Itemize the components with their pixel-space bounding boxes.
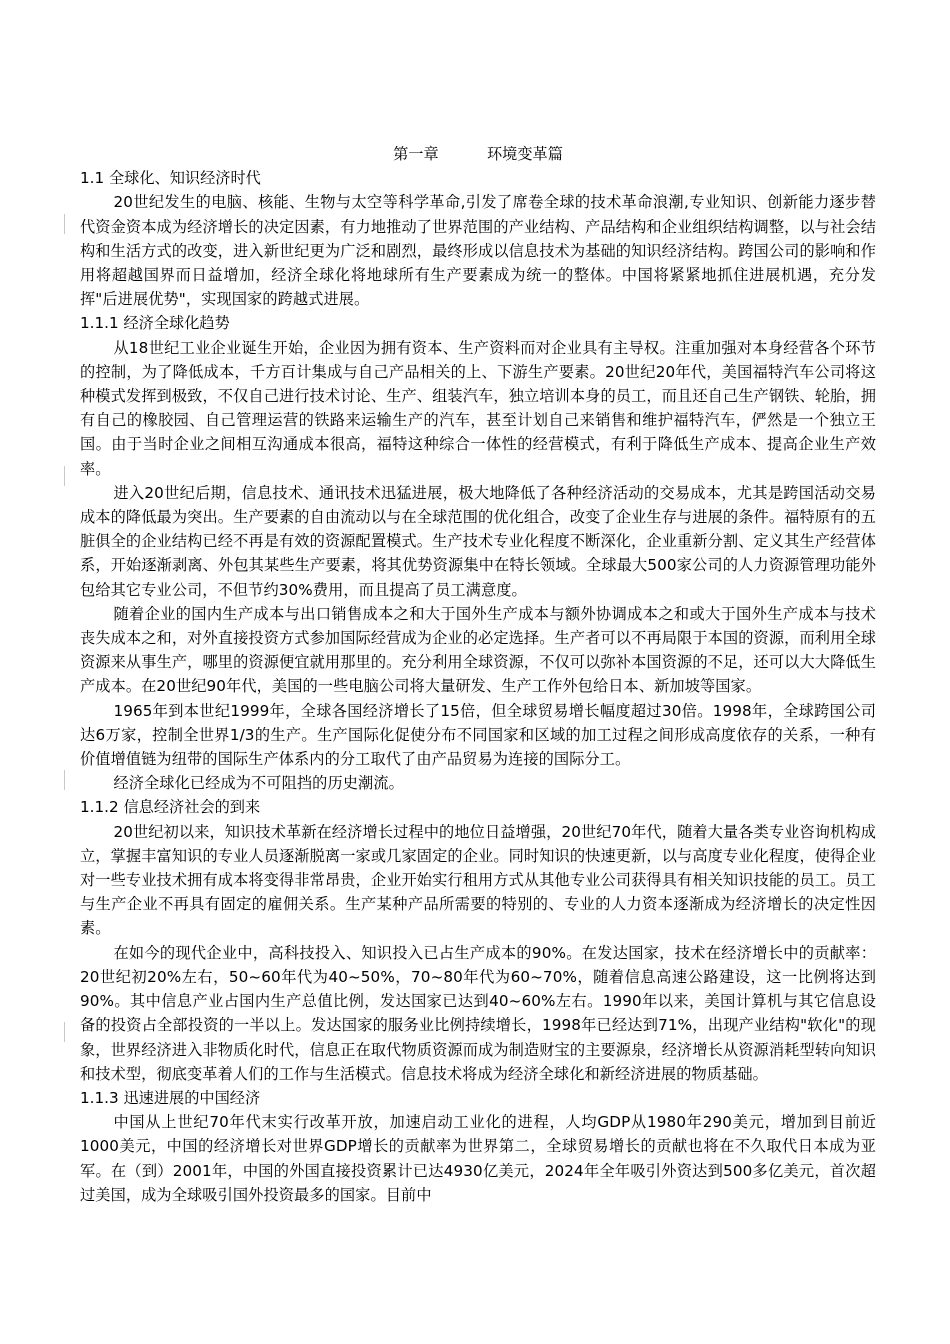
section-heading: 1.1.1 经济全球化趋势 (80, 314, 230, 333)
section-1-1-1 (80, 311, 876, 795)
paragraph: 中国从上世纪70年代末实行改革开放，加速启动工业化的进程，人均GDP从1980年290美元，增加到目前近1000美元，中国的经济增长对世界GDP增长的贡献率为世界第二，全球贸易增长的贡献也将在不久取代日本成为亚军。在（到）2001年，中国的外国直接投资累计已达4930亿美元，2024年全年吸引外资达到500多亿美元，首次超过美国，成为全球吸引国外投资最多的国家。目前中 (80, 1113, 876, 1204)
paragraph: 在如今的现代企业中，高科技投入、知识投入已占生产成本的90%。在发达国家，技术在经济增长中的贡献率：20世纪初20%左右，50~60年代为40~50%，70~80年代为60~70%，随着信息高速公路建设，这一比例将达到90%。其中信息产业占国内生产总值比例，发达国家已达到40~60%左右。1990年以来，美国计算机与其它信息设备的投资占全部投资的一半以上。发达国家的服务业比例持续增长，1998年已经达到71%，出现产业结构"软化"的现象，世界经济进入非物质化时代，信息正在取代物质资源而成为制造财宝的主要源泉，经济增长从资源消耗型转向知识和技术型，彻底变革着人们的工作与生活模式。信息技术将成为经济全球化和新经济进展的物质基础。 (80, 943, 876, 1083)
revision-mark (64, 466, 65, 486)
paragraph: 从18世纪工业企业诞生开始，企业因为拥有资本、生产资料而对企业具有主导权。注重加强对本身经营各个环节的控制，为了降低成本，千方百计集成与自己产品相关的上、下游生产要素。20世纪20年代，美国福特汽车公司将这种模式发挥到极致，不仅自己进行技术讨论、生产、组装汽车，独立培训本身的员工，而且还自己生产钢铁、轮胎，拥有自己的橡胶园、自己管理运营的铁路来运输生产的汽车，甚至计划自己来销售和维护福特汽车，俨然是一个独立王国。由于当时企业之间相互沟通成本很高，福特这种综合一体性的经营模式，有利于降低生产成本、提高企业生产效率。 (80, 338, 876, 478)
revision-mark (64, 770, 65, 790)
paragraph: 1965年到本世纪1999年，全球各国经济增长了15倍，但全球贸易增长幅度超过30倍。1998年，全球跨国公司达6万家，控制全世界1/3的生产。生产国际化促使分布不同国家和区域的加工过程之间形成高度依存的关系，一种有价值增值链为纽带的国际生产体系内的分工取代了由产品贸易为连接的国际分工。 (80, 701, 876, 769)
section-heading: 1.1.2 信息经济社会的到来 (80, 798, 261, 817)
document-page (80, 142, 876, 1207)
paragraph: 随着企业的国内生产成本与出口销售成本之和大于国外生产成本与额外协调成本之和或大于国外生产成本与技术丧失成本之和，对外直接投资方式参加国际经营成为企业的必定选择。生产者可以不再局限于本国的资源，而利用全球资源来从事生产，哪里的资源便宜就用那里的。充分利用全球资源，不仅可以弥补本国资源的不足，还可以大大降低生产成本。在20世纪90年代，美国的一些电脑公司将大量研发、生产工作外包给日本、新加坡等国家。 (80, 604, 876, 696)
revision-mark (64, 214, 65, 234)
section-1-1 (80, 166, 876, 311)
paragraph: 进入20世纪后期，信息技术、通讯技术迅猛进展，极大地降低了各种经济活动的交易成本，尤其是跨国活动交易成本的降低最为突出。生产要素的自由流动以与在全球范围的优化组合，改变了企业生存与进展的条件。福特原有的五脏俱全的企业结构已经不再是有效的资源配置模式。生产技术专业化程度不断深化，企业重新分割、定义其生产经营体系，开始逐渐剥离、外包其某些生产要素，将其优势资源集中在特长领域。全球最大500家公司的人力资源管理功能外包给其它专业公司，不但节约30%费用，而且提高了员工满意度。 (80, 483, 876, 599)
section-heading: 1.1.3 迅速进展的中国经济 (80, 1088, 261, 1107)
chapter-title: 第一章 环境变革篇 (393, 145, 563, 163)
section-heading: 1.1 全球化、知识经济时代 (80, 169, 261, 188)
paragraph: 20世纪发生的电脑、核能、生物与太空等科学革命,引发了席卷全球的技术革命浪潮,专业知识、创新能力逐步替代资金资本成为经济增长的决定因素，有力地推动了世界范围的产业结构、产品结构和企业组织结构调整，以与社会结构和生活方式的改变，进入新世纪更为广泛和剧烈，最终形成以信息技术为基础的知识经济结构。跨国公司的影响和作用将超越国界而日益增加，经济全球化将地球所有生产要素成为统一的整体。中国将紧紧地抓住进展机遇，充分发挥"后进展优势"，实现国家的跨越式进展。 (80, 193, 876, 309)
revision-mark (64, 1022, 65, 1042)
paragraph: 经济全球化已经成为不可阻挡的历史潮流。 (113, 774, 404, 793)
section-1-1-3 (80, 1086, 876, 1207)
paragraph: 20世纪初以来，知识技术革新在经济增长过程中的地位日益增强，20世纪70年代，随着大量各类专业咨询机构成立，掌握丰富知识的专业人员逐渐脱离一家或几家固定的企业。同时知识的快速更新，以与高度专业化程度，使得企业对一些专业技术拥有成本将变得非常昂贵，企业开始实行租用方式从其他专业公司获得具有相关知识技能的员工。员工与生产企业不再具有固定的雇佣关系。生产某种产品所需要的特别的、专业的人力资本逐渐成为经济增长的决定性因素。 (80, 822, 876, 938)
section-1-1-2 (80, 795, 876, 1085)
